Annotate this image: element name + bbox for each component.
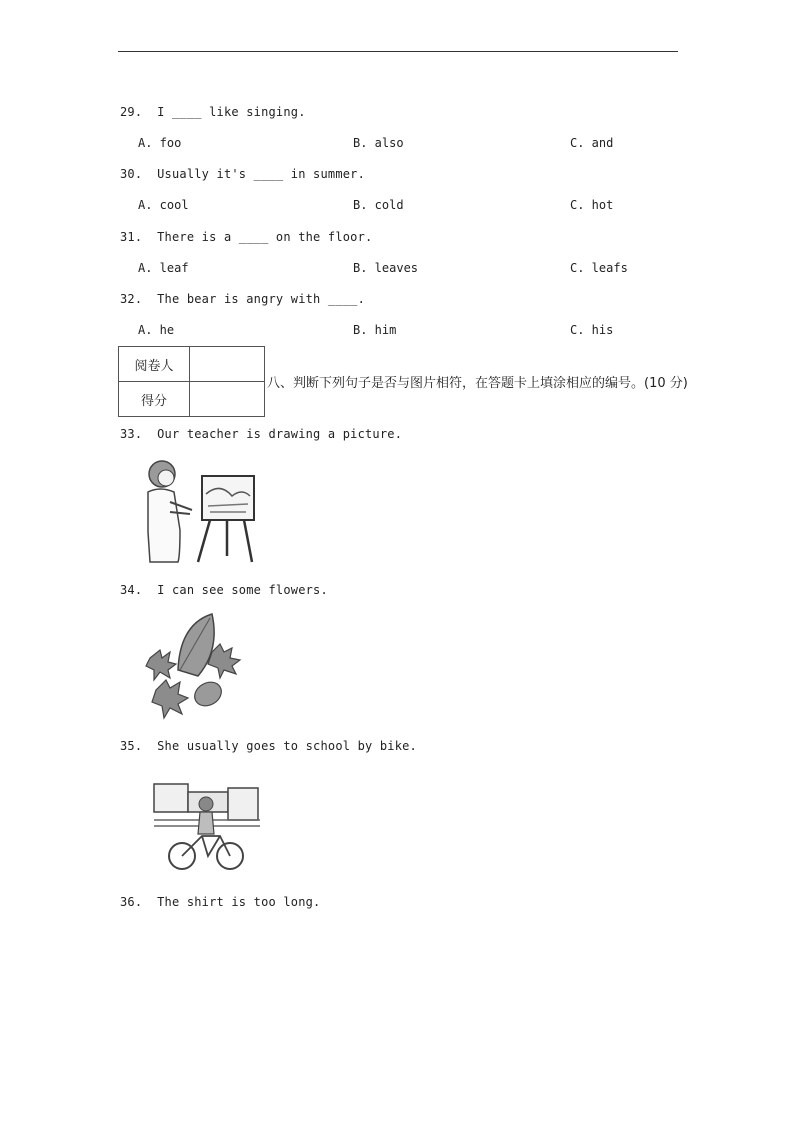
option-29-a: A. foo: [138, 136, 182, 150]
score-field[interactable]: [190, 382, 265, 417]
question-32: 32. The bear is angry with ____.: [120, 292, 366, 306]
option-31-c: C. leafs: [570, 261, 628, 275]
question-29: 29. I ____ like singing.: [120, 105, 306, 119]
option-32-c: C. his: [570, 323, 614, 337]
question-31: 31. There is a ____ on the floor.: [120, 230, 373, 244]
question-34: 34. I can see some flowers.: [120, 583, 328, 597]
grader-field[interactable]: [190, 347, 265, 382]
question-30: 30. Usually it's ____ in summer.: [120, 167, 366, 181]
option-32-b: B. him: [353, 323, 397, 337]
question-33: 33. Our teacher is drawing a picture.: [120, 427, 403, 441]
option-29-b: B. also: [353, 136, 404, 150]
score-box: [118, 346, 265, 417]
question-35: 35. She usually goes to school by bike.: [120, 739, 417, 753]
option-30-b: B. cold: [353, 198, 404, 212]
option-30-c: C. hot: [570, 198, 614, 212]
girl-riding-bike-illustration: [140, 770, 270, 874]
teacher-painting-illustration: [140, 452, 270, 564]
option-30-a: A. cool: [138, 198, 189, 212]
grader-label: 阅卷人: [119, 347, 190, 382]
section-title: 八、判断下列句子是否与图片相符，在答题卡上填涂相应的编号。(10 分): [267, 376, 688, 391]
leaves-illustration: [140, 610, 260, 728]
option-31-b: B. leaves: [353, 261, 419, 275]
score-label: 得分: [119, 382, 190, 417]
option-32-a: A. he: [138, 323, 175, 337]
option-29-c: C. and: [570, 136, 614, 150]
question-36: 36. The shirt is too long.: [120, 895, 321, 909]
header-rule: [118, 51, 678, 52]
option-31-a: A. leaf: [138, 261, 189, 275]
